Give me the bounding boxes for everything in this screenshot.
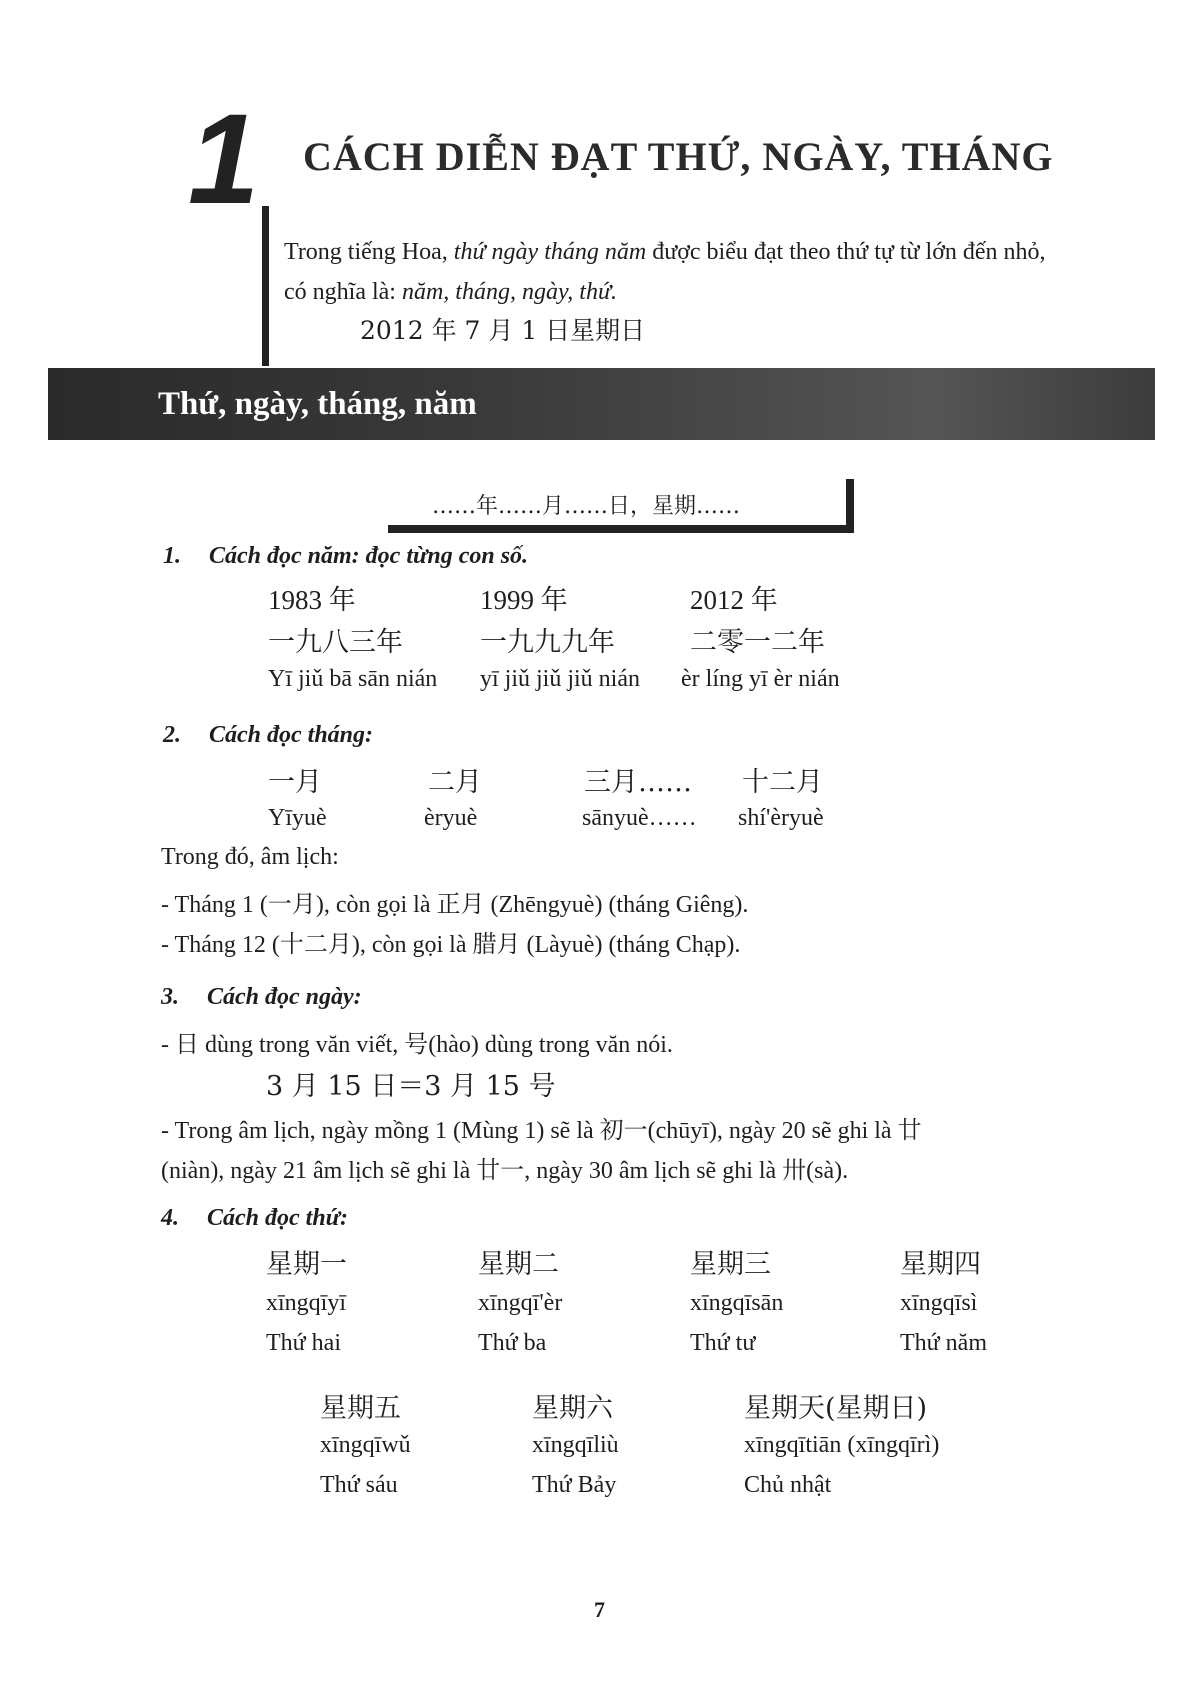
month-hanzi-3: 三月…… — [584, 767, 692, 798]
intro-vertical-rule — [262, 206, 269, 366]
section-1-title: Cách đọc năm: đọc từng con số. — [209, 543, 529, 569]
month-pinyin-2: èryuè — [424, 805, 478, 831]
lunar-month-1: - Tháng 1 (一月), còn gọi là 正月 (Zhēngyuè) (tháng Giêng). — [161, 892, 749, 918]
intro-text-2: được biểu đạt theo thứ tự từ lớn đến nhỏ, có nghĩa là: — [284, 239, 1046, 305]
weekday-pinyin-wed: xīngqīsān — [690, 1290, 784, 1316]
year-pinyin-2: yī jiǔ jiǔ jiǔ nián — [480, 666, 640, 692]
year-digits-1: 1983 年 — [268, 585, 356, 615]
weekday-hanzi-sat: 星期六 — [532, 1393, 613, 1424]
weekday-pinyin-tue: xīngqī'èr — [478, 1290, 563, 1316]
weekday-pinyin-sat: xīngqīliù — [532, 1432, 619, 1458]
day-usage-line: - 日 dùng trong văn viết, 号(hào) dùng trong văn nói. — [161, 1032, 673, 1058]
weekday-viet-mon: Thứ hai — [266, 1330, 341, 1356]
month-hanzi-1: 一月 — [268, 767, 322, 798]
year-pinyin-3: èr líng yī èr nián — [681, 666, 840, 692]
intro-text-1: Trong tiếng Hoa, — [284, 239, 454, 265]
intro-example: 2012 年 7 月 1 日星期日 — [360, 316, 646, 345]
page-number: 7 — [594, 1597, 605, 1622]
weekday-hanzi-mon: 星期一 — [266, 1249, 347, 1280]
section-4-number: 4. — [161, 1205, 179, 1231]
weekday-hanzi-sun: 星期天(星期日) — [744, 1393, 928, 1424]
lunar-intro: Trong đó, âm lịch: — [161, 844, 339, 870]
day-example: 3 月 15 日＝3 月 15 号 — [266, 1071, 556, 1102]
weekday-viet-tue: Thứ ba — [478, 1330, 547, 1356]
section-4-title: Cách đọc thứ: — [207, 1205, 349, 1231]
month-hanzi-2: 二月 — [428, 767, 482, 798]
chapter-number: 1 — [188, 88, 260, 231]
section-1-heading — [163, 543, 528, 570]
weekday-hanzi-fri: 星期五 — [320, 1393, 401, 1424]
month-pinyin-4: shí'èryuè — [738, 805, 824, 831]
intro-italic-2: năm, tháng, ngày, thứ. — [401, 279, 618, 305]
section-3-title: Cách đọc ngày: — [207, 984, 362, 1010]
formula-box-bottom-rule — [388, 525, 854, 533]
chapter-title: CÁCH DIỄN ĐẠT THỨ, NGÀY, THÁNG — [303, 134, 1054, 179]
year-pinyin-1: Yī jiǔ bā sān nián — [268, 666, 438, 692]
month-hanzi-4: 十二月 — [742, 767, 823, 798]
section-1-number: 1. — [163, 543, 181, 569]
weekday-hanzi-wed: 星期三 — [690, 1249, 771, 1280]
intro-italic-1: thứ ngày tháng năm — [453, 239, 647, 265]
year-hanzi-1: 一九八三年 — [268, 627, 403, 658]
weekday-viet-sat: Thứ Bảy — [532, 1472, 617, 1498]
weekday-viet-sun: Chủ nhật — [744, 1472, 832, 1498]
section-banner-title: Thứ, ngày, tháng, năm — [158, 386, 477, 422]
weekday-hanzi-tue: 星期二 — [478, 1249, 559, 1280]
section-2-heading — [163, 722, 373, 749]
weekday-viet-fri: Thứ sáu — [320, 1472, 398, 1498]
lunar-day-line-1: - Trong âm lịch, ngày mồng 1 (Mùng 1) sẽ là 初一(chūyī), ngày 20 sẽ ghi là 廿 — [161, 1118, 922, 1144]
date-formula: ……年……月……日，星期…… — [432, 494, 741, 519]
year-hanzi-2: 一九九九年 — [480, 627, 615, 658]
lunar-month-12: - Tháng 12 (十二月), còn gọi là 腊月 (Làyuè) (tháng Chạp). — [161, 932, 741, 958]
intro-paragraph — [284, 232, 1074, 312]
weekday-pinyin-sun: xīngqītiān (xīngqīrì) — [744, 1432, 940, 1458]
weekday-pinyin-fri: xīngqīwǔ — [320, 1432, 411, 1458]
weekday-pinyin-mon: xīngqīyī — [266, 1290, 347, 1316]
lunar-day-line-2: (niàn), ngày 21 âm lịch sẽ ghi là 廿一, ngày 30 âm lịch sẽ ghi là 卅(sà). — [161, 1158, 849, 1184]
weekday-viet-wed: Thứ tư — [690, 1330, 756, 1356]
weekday-pinyin-thu: xīngqīsì — [900, 1290, 978, 1316]
section-2-number: 2. — [163, 722, 181, 748]
month-pinyin-1: Yīyuè — [268, 805, 327, 831]
section-4-heading — [161, 1205, 348, 1232]
section-3-number: 3. — [161, 984, 179, 1010]
year-hanzi-3: 二零一二年 — [690, 627, 825, 658]
weekday-viet-thu: Thứ năm — [900, 1330, 987, 1356]
section-3-heading — [161, 984, 362, 1011]
month-pinyin-3: sānyuè…… — [582, 805, 697, 831]
year-digits-3: 2012 年 — [690, 585, 778, 615]
weekday-hanzi-thu: 星期四 — [900, 1249, 981, 1280]
year-digits-2: 1999 年 — [480, 585, 568, 615]
section-2-title: Cách đọc tháng: — [209, 722, 374, 748]
